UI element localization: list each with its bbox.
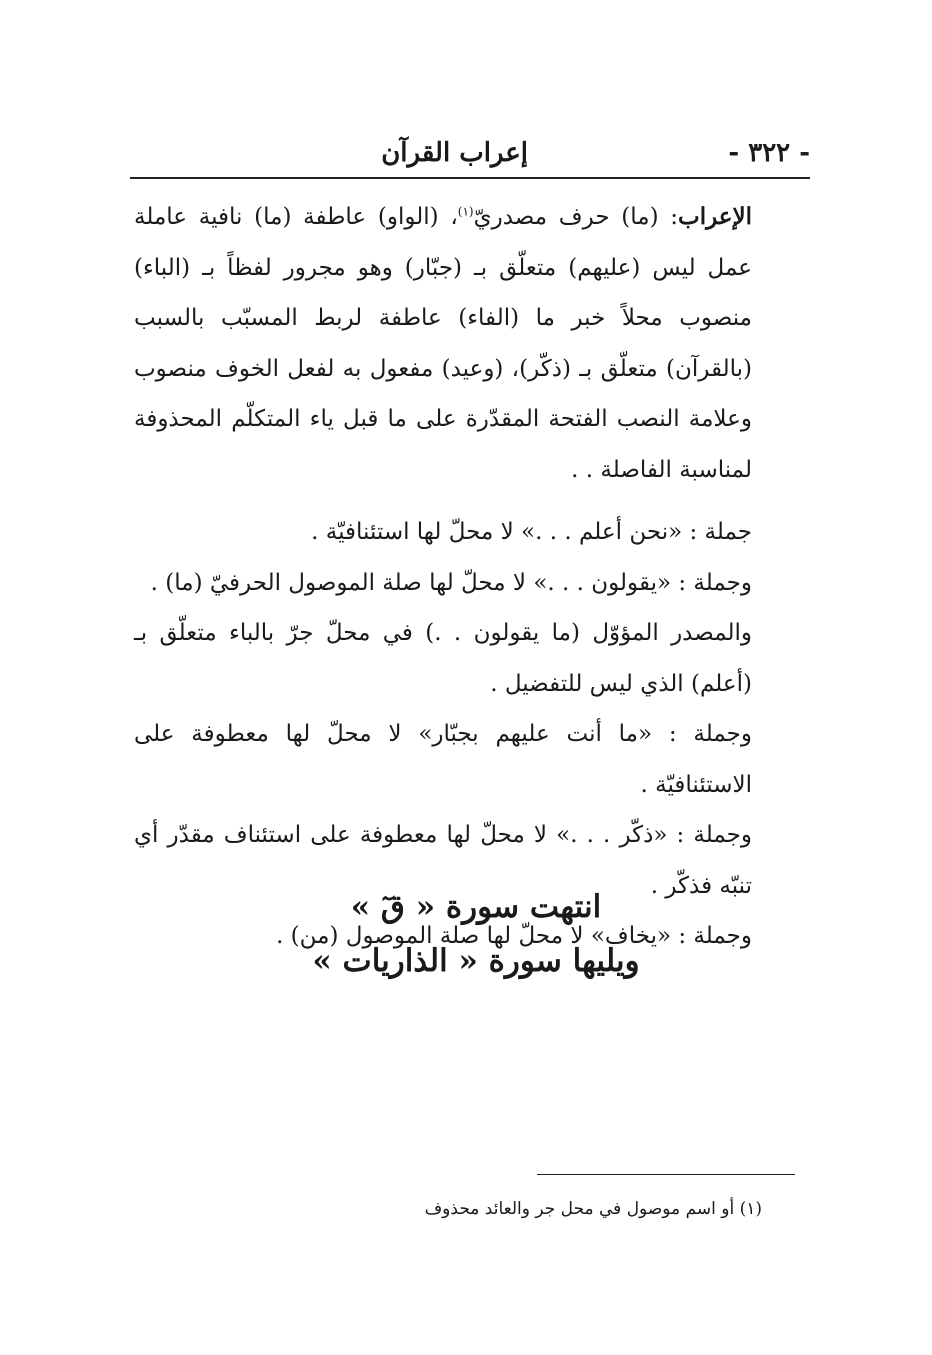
paragraph-gap [134,495,808,507]
page-number: - ٣٢٢ - [728,138,810,168]
surah-end-line: انتهت سورة « قٓ » [350,889,602,925]
header-rule [130,177,810,179]
running-title: إعراب القرآن [381,138,528,168]
main-text [134,192,808,962]
sentence-analysis-6: وجملة : «يخاف» لا محلّ لها صلة الموصول (من) . [276,923,752,949]
irab-text-start: : (ما) حرف مصدريّ [473,204,679,230]
footnote: (١) أو اسم موصول في محل جر والعائد محذوف [424,1199,762,1219]
sentence-analysis-4: وجملة : «ما أنت عليهم بجبّار» لا محلّ لها معطوفة على الاستئنافيّة . [134,721,752,798]
next-surah-line: ويليها سورة « الذاريات » [312,943,640,979]
page-header [130,138,810,174]
footnote-reference: (١) [457,204,474,219]
irab-paragraph [134,192,808,495]
footnote-rule [537,1174,795,1175]
sentence-analysis-1: جملة : «نحن أعلم . . .» لا محلّ لها استئنافيّة . [311,519,752,545]
sentence-analysis-2: وجملة : «يقولون . . .» لا محلّ لها صلة الموصول الحرفيّ (ما) . [150,569,752,596]
irab-label: الإعراب [678,203,753,230]
sentence-analysis-3: والمصدر المؤوّل (ما يقولون . .) في محلّ جرّ بالباء متعلّق بـ (أعلم) الذي ليس للتفضيل . [134,620,752,697]
surah-end-notice [134,880,808,988]
irab-text-rest: ، (الواو) عاطفة (ما) نافية عاملة عمل ليس (عليهم) متعلّق بـ (جبّار) وهو مجرور لفظاً بـ (الباء) منصوب محلاً خبر ما (الفاء) عاطفة لربط المسبّب بالسبب (بالقرآن) متعلّق بـ (ذكّر)، (وعيد) مفعول به لفعل الخوف منصوب وعلامة النصب الفتحة المقدّرة على ما قبل ياء المتكلّم المحذوفة لمناسبة الفاصلة . . [134,204,752,483]
sentence-analysis-5: وجملة : «ذكّر . . .» لا محلّ لها معطوفة على استئناف مقدّر أي تنبّه فذكّر . [134,822,752,899]
